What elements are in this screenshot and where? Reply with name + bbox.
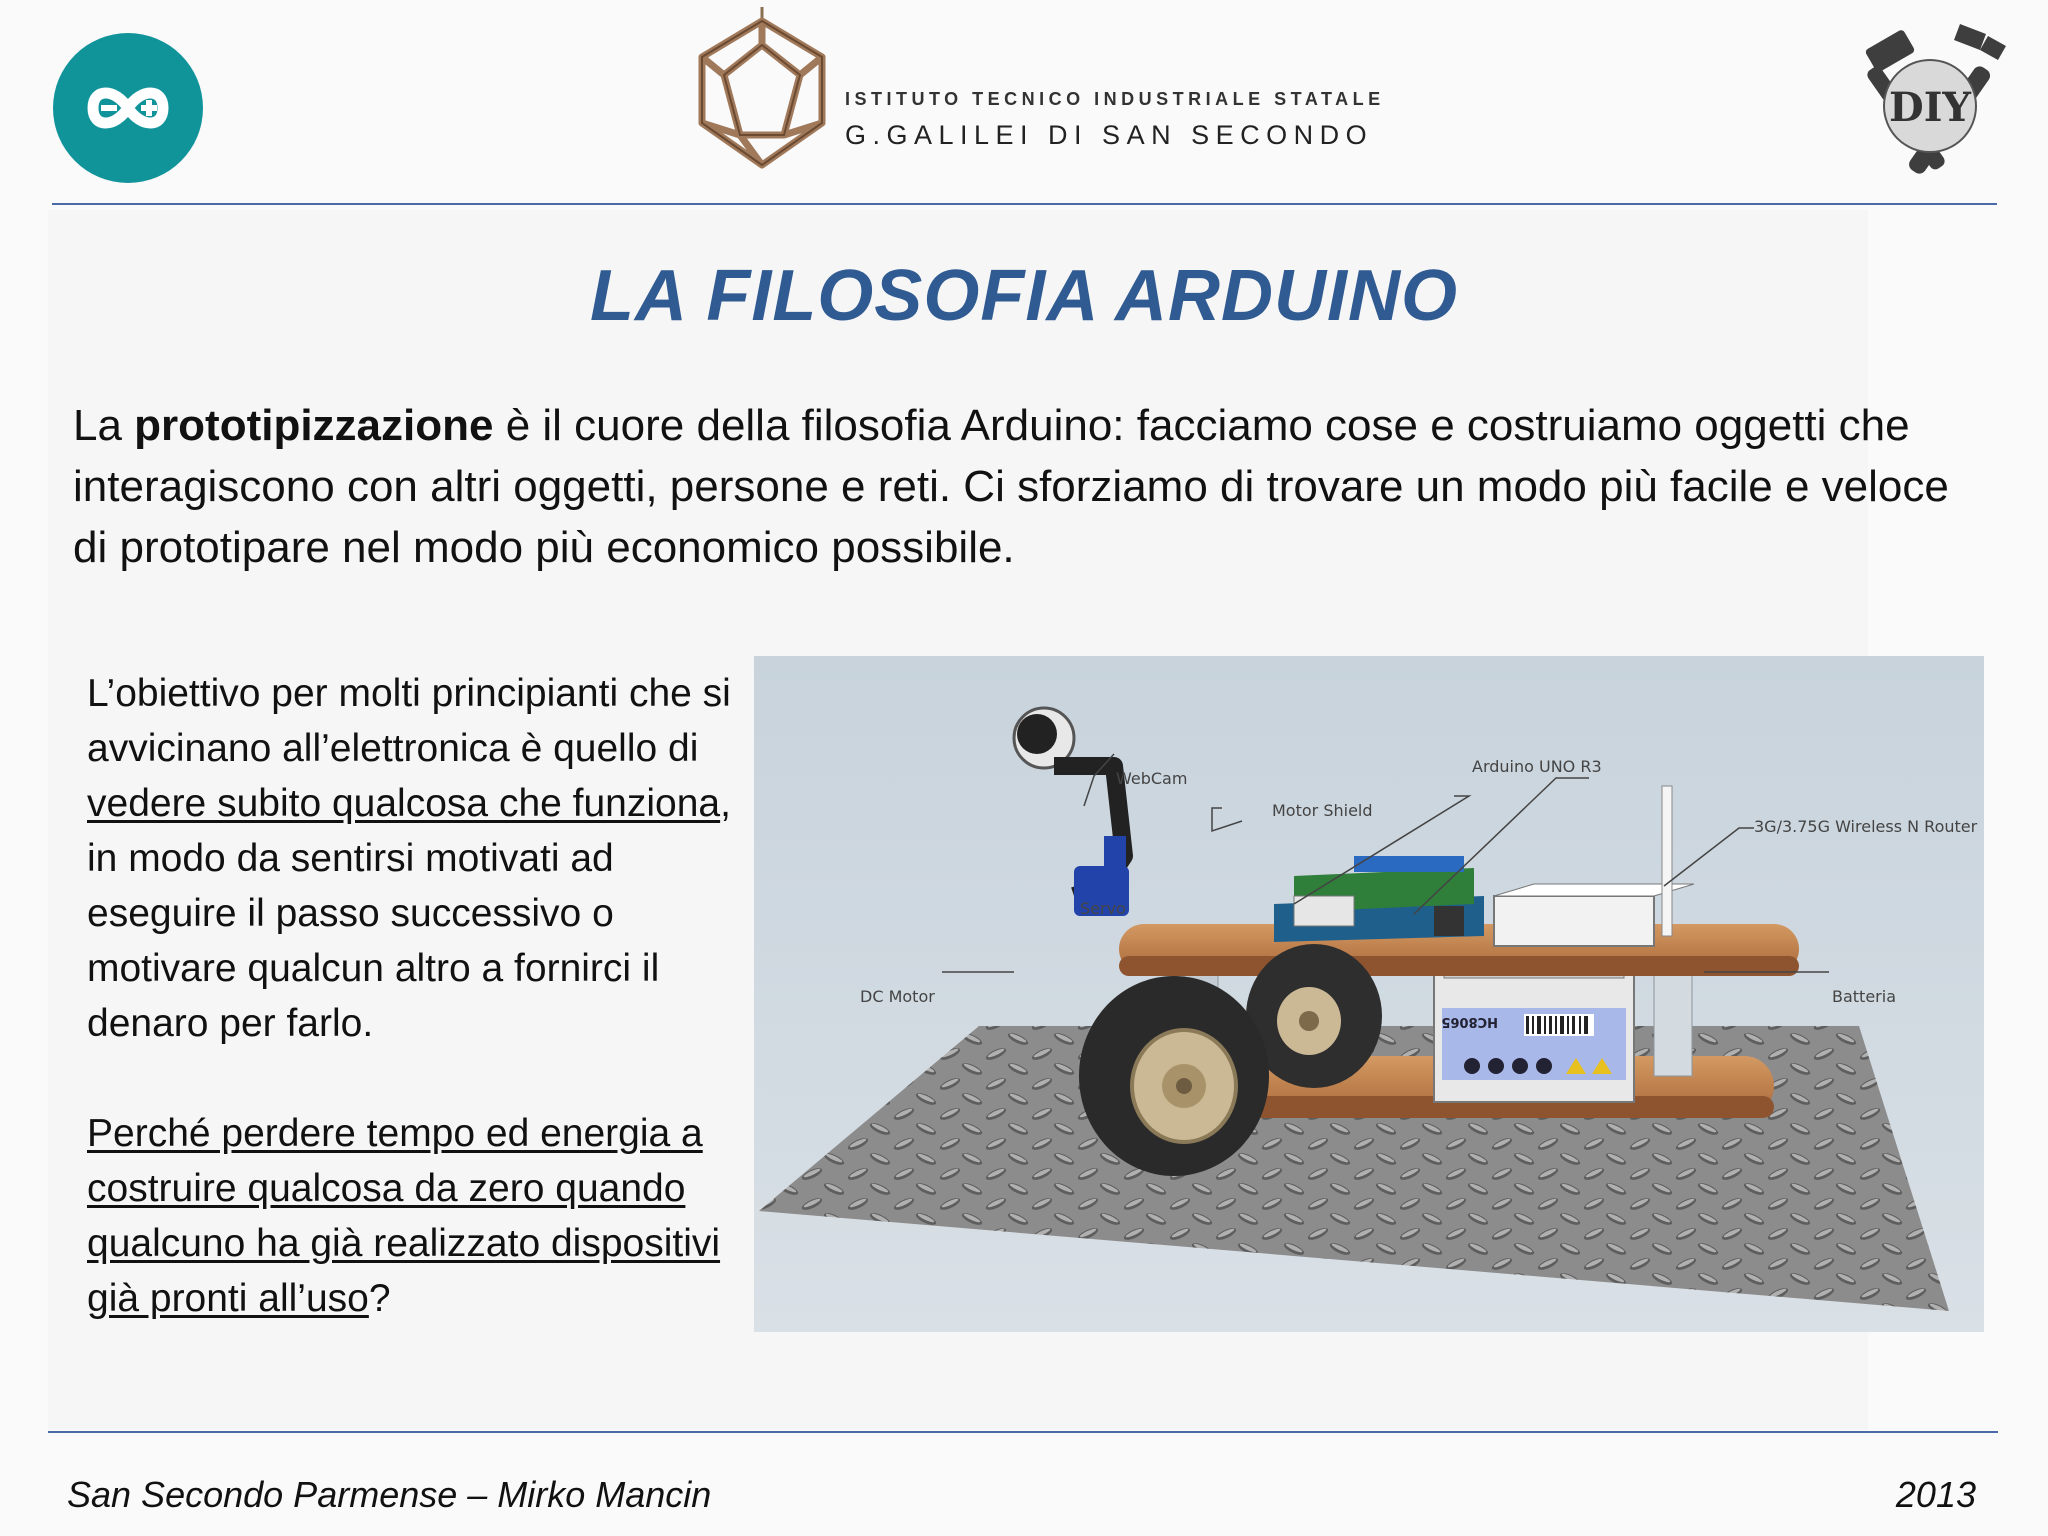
intro-paragraph — [73, 395, 1953, 578]
school-name-line2: G.GALILEI DI SAN SECONDO — [845, 120, 1374, 150]
p1-text-a: L’obiettivo per molti principianti che si avvicinano all’elettronica è quello di — [87, 672, 731, 770]
label-motor-shield: Motor Shield — [1272, 801, 1373, 820]
school-name-line1: ISTITUTO TECNICO INDUSTRIALE STATALE — [845, 89, 1385, 109]
p2-underlined: Perché perdere tempo ed energia a costruire qualcosa da zero quando qualcuno ha già realizzato dispositivi già pronti all’uso — [87, 1112, 721, 1320]
battery — [1434, 964, 1634, 1102]
label-webcam: WebCam — [1116, 769, 1188, 788]
paragraph-motivation — [87, 666, 737, 1051]
footer-author: San Secondo Parmense – Mirko Mancin — [67, 1474, 712, 1515]
arduino-logo — [53, 33, 203, 183]
school-logo — [672, 5, 852, 183]
footer-year: 2013 — [1895, 1474, 1976, 1515]
diy-text: DIY — [1889, 84, 1971, 131]
label-dc-motor: DC Motor — [860, 987, 935, 1006]
label-router: 3G/3.75G Wireless N Router — [1754, 817, 1978, 836]
paragraph-question — [87, 1106, 737, 1326]
footer-divider — [48, 1431, 1998, 1433]
infinity-icon — [53, 33, 203, 183]
p1-text-b: , in modo da sentirsi motivati ad eseguire il passo successivo o motivare qualcun altro a fornirci il denaro per farlo. — [87, 782, 731, 1045]
label-arduino: Arduino UNO R3 — [1472, 757, 1602, 776]
p2-end: ? — [368, 1277, 391, 1320]
diy-logo — [1838, 18, 2018, 190]
header-divider — [52, 203, 1997, 205]
left-text-block — [87, 666, 737, 1326]
label-servo: Servo — [1080, 899, 1126, 918]
front-wheel — [1079, 976, 1269, 1176]
page-title: LA FILOSOFIA ARDUINO — [590, 256, 1458, 336]
intro-bold-term: prototipizzazione — [134, 401, 494, 450]
p1-underlined: vedere subito qualcosa che funziona — [87, 782, 721, 825]
intro-prefix: La — [73, 401, 135, 450]
battery-code: HC8065 — [1441, 1014, 1498, 1029]
robot-diagram — [754, 656, 1984, 1332]
label-batteria: Batteria — [1832, 987, 1896, 1006]
intro-rest: è il cuore della filosofia Arduino: facciamo cose e costruiamo oggetti che interagiscono con altri oggetti, persone e reti. Ci sforziamo di trovare un modo più facile e veloce di prototipare nel modo più economico possibile. — [73, 401, 1949, 572]
